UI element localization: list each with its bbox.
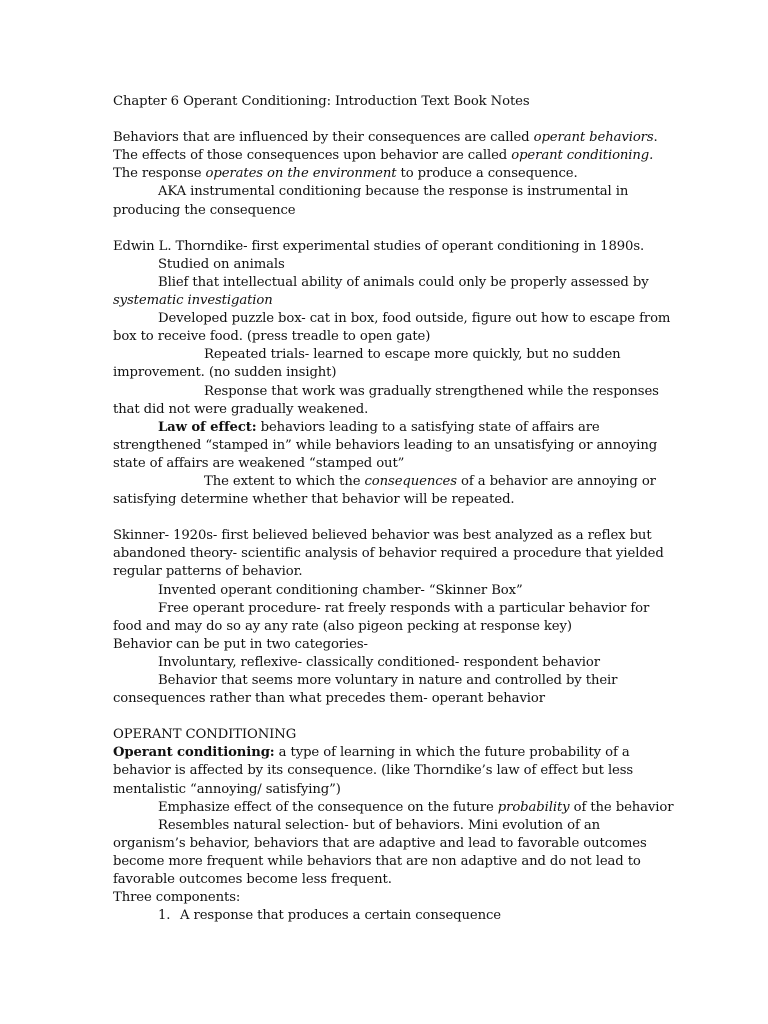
document-page [113, 93, 674, 925]
paragraph-line [113, 165, 653, 183]
italic-term: systematic investigation [113, 293, 273, 309]
paragraph-line: Developed puzzle box- cat in box, food outside, figure out how to escape from [158, 311, 671, 327]
spacer [113, 708, 653, 726]
paragraph-line: producing the consequence [113, 202, 296, 218]
italic-term: operant behaviors [533, 130, 654, 146]
paragraph-line: satisfying determine whether that behavior will be repeated. [113, 492, 515, 508]
paragraph-line [113, 744, 653, 762]
italic-term: operant conditioning. [511, 148, 654, 164]
text: a type of learning in which the future probability of a [274, 745, 630, 761]
paragraph-line: Edwin L. Thorndike- first experimental studies of operant conditioning in 1890s. [113, 238, 645, 254]
spacer [113, 111, 653, 129]
paragraph-line [113, 147, 653, 165]
paragraph-line: organism’s behavior, behaviors that are adaptive and lead to favorable outcomes [113, 835, 647, 851]
text: . [653, 130, 658, 146]
paragraph-line: mentalistic “annoying/ satisfying”) [113, 781, 341, 797]
paragraph-line: Blief that intellectual ability of animals could only be properly assessed by [158, 274, 649, 290]
section-heading: OPERANT CONDITIONING [113, 727, 297, 743]
bold-term: Operant conditioning: [113, 745, 275, 761]
text: Emphasize effect of the consequence on the future [158, 799, 498, 815]
list-number: 1. [158, 908, 171, 924]
text: to produce a consequence. [396, 166, 578, 182]
paragraph-line: consequences rather than what precedes them- operant behavior [113, 691, 545, 707]
paragraph-line: that did not were gradually weakened. [113, 401, 369, 417]
text: Behaviors that are influenced by their consequences are called [113, 130, 534, 146]
list-item-text: A response that produces a certain consequence [180, 908, 501, 924]
paragraph-line: Resembles natural selection- but of behaviors. Mini evolution of an [158, 817, 600, 833]
paragraph-line [113, 292, 653, 310]
text: The effects of those consequences upon behavior are called [113, 148, 512, 164]
spacer [113, 509, 653, 527]
spacer [113, 220, 653, 238]
text: behaviors leading to a satisfying state of affairs are [256, 419, 600, 435]
paragraph-line [113, 473, 656, 491]
italic-term: operates on the environment [205, 166, 397, 182]
text: The response [113, 166, 206, 182]
italic-term: probability [497, 799, 570, 815]
paragraph-line: become more frequent while behaviors that are non adaptive and do not lead to [113, 853, 641, 869]
paragraph-line: Behavior can be put in two categories- [113, 636, 368, 652]
text: of a behavior are annoying or [456, 473, 656, 489]
paragraph-line: Behavior that seems more voluntary in nature and controlled by their [158, 673, 618, 688]
paragraph-line: improvement. (no sudden insight) [113, 365, 337, 381]
paragraph-line [113, 799, 674, 817]
page-title: Chapter 6 Operant Conditioning: Introduction Text Book Notes [113, 94, 530, 109]
paragraph-line [113, 419, 653, 437]
text: The extent to which the [204, 473, 365, 489]
paragraph-line: abandoned theory- scientific analysis of behavior required a procedure that yielded [113, 546, 664, 562]
paragraph-line: Repeated trials- learned to escape more quickly, but no sudden [204, 347, 621, 363]
bold-term: Law of effect: [158, 419, 257, 435]
list-item [113, 907, 653, 925]
paragraph-line: state of affairs are weakened “stamped out” [113, 455, 405, 471]
italic-term: consequences [364, 473, 457, 489]
paragraph-line: Response that work was gradually strengthened while the responses [204, 383, 659, 399]
paragraph-line: behavior is affected by its consequence. (like Thorndike’s law of effect but less [113, 763, 634, 779]
paragraph-line: Involuntary, reflexive- classically conditioned- respondent behavior [158, 654, 600, 670]
paragraph-line: Invented operant conditioning chamber- “Skinner Box” [158, 582, 523, 598]
paragraph-line: Three components: [113, 890, 241, 906]
text: of the behavior [569, 799, 674, 815]
paragraph-line: Skinner- 1920s- first believed believed behavior was best analyzed as a reflex but [113, 528, 652, 544]
paragraph-line: Free operant procedure- rat freely responds with a particular behavior for [158, 600, 650, 616]
paragraph-line: box to receive food. (press treadle to open gate) [113, 329, 431, 345]
paragraph-line: favorable outcomes become less frequent. [113, 872, 392, 888]
paragraph-line: strengthened “stamped in” while behaviors leading to an unsatisfying or annoying [113, 437, 658, 453]
paragraph-line: food and may do so ay any rate (also pigeon pecking at response key) [113, 618, 572, 634]
paragraph-line: AKA instrumental conditioning because the response is instrumental in [158, 184, 629, 200]
paragraph-line [113, 129, 658, 147]
paragraph-line: Studied on animals [158, 256, 285, 272]
paragraph-line: regular patterns of behavior. [113, 564, 303, 580]
